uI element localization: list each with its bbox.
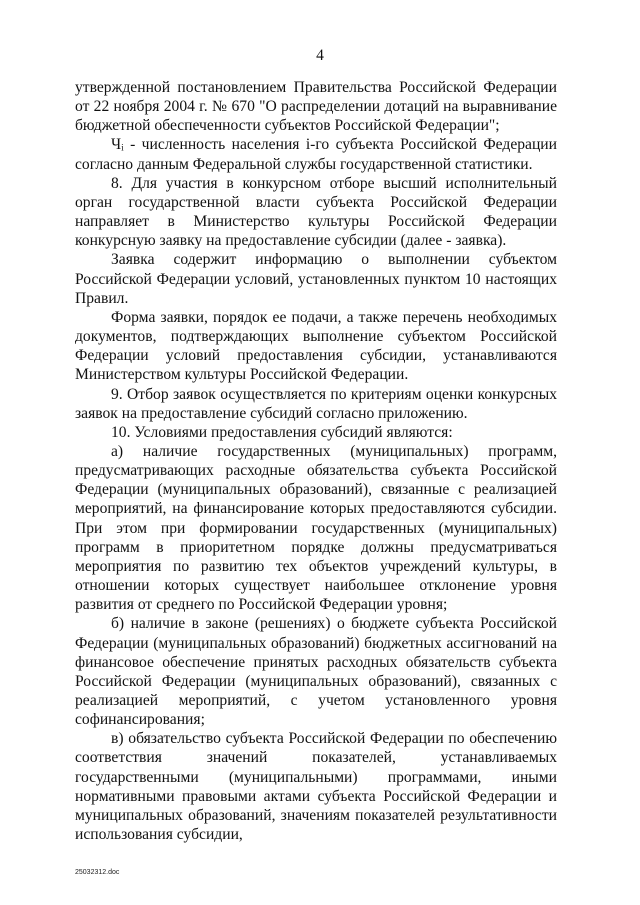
document-footer-filename: 25032312.doc	[75, 869, 120, 876]
paragraph: 8. Для участия в конкурсном отборе высший исполнительный орган государственной власти субъекта Российской Федерации направляет в Министерство культуры Российской Федерации конкурсную заявку на предоставление субсидии (далее - заявка).	[75, 174, 557, 250]
paragraph: Форма заявки, порядок ее подачи, а также перечень необходимых документов, подтверждающих выполнение субъектом Российской Федерации условий предоставления субсидии, устанавливаются Министерством культуры Российской Федерации.	[75, 308, 557, 384]
paragraph: а) наличие государственных (муниципальных) программ, предусматривающих расходные обязательства субъекта Российской Федерации (муниципальных образований), связанные с реализацией мероприятий, на финансирование которых предоставляются субсидии. При этом при формировании государственных (муниципальных) программ в приоритетном порядке должны предусматриваться мероприятия по развитию тех объектов учреждений культуры, в отношении которых существует наибольшее отклонение уровня развития от среднего по Российской Федерации уровня;	[75, 442, 557, 614]
paragraph: 9. Отбор заявок осуществляется по критериям оценки конкурсных заявок на предоставление субсидий согласно приложению.	[75, 385, 557, 422]
page-number: 4	[316, 47, 324, 64]
paragraph: в) обязательство субъекта Российской Федерации по обеспечению соответствия значений показателей, устанавливаемых государственными (муниципальными) программами, иными нормативными правовыми актами субъекта Российской Федерации и муниципальных образований, значениям показателей результативности использования субсидии,	[75, 730, 557, 844]
paragraph: Заявка содержит информацию о выполнении субъектом Российской Федерации условий, установленных пунктом 10 настоящих Правил.	[75, 251, 557, 307]
document-body	[75, 78, 557, 844]
paragraph: утвержденной постановлением Правительства Российской Федерации от 22 ноября 2004 г. № 670 "О распределении дотаций на выравнивание бюджетной обеспеченности субъектов Российской Федерации";	[75, 79, 557, 135]
paragraph: 10. Условиями предоставления субсидий являются:	[111, 423, 453, 441]
paragraph: б) наличие в законе (решениях) о бюджете субъекта Российской Федерации (муниципальных образований) бюджетных ассигнований на финансовое обеспечение принятых расходных обязательств субъекта Российской Федерации (муниципальных образований), связанных с реализацией мероприятий, с учетом установленного уровня софинансирования;	[75, 615, 557, 729]
paragraph: Чᵢ - численность населения i-го субъекта Российской Федерации согласно данным Федеральной службы государственной статистики.	[75, 136, 557, 173]
